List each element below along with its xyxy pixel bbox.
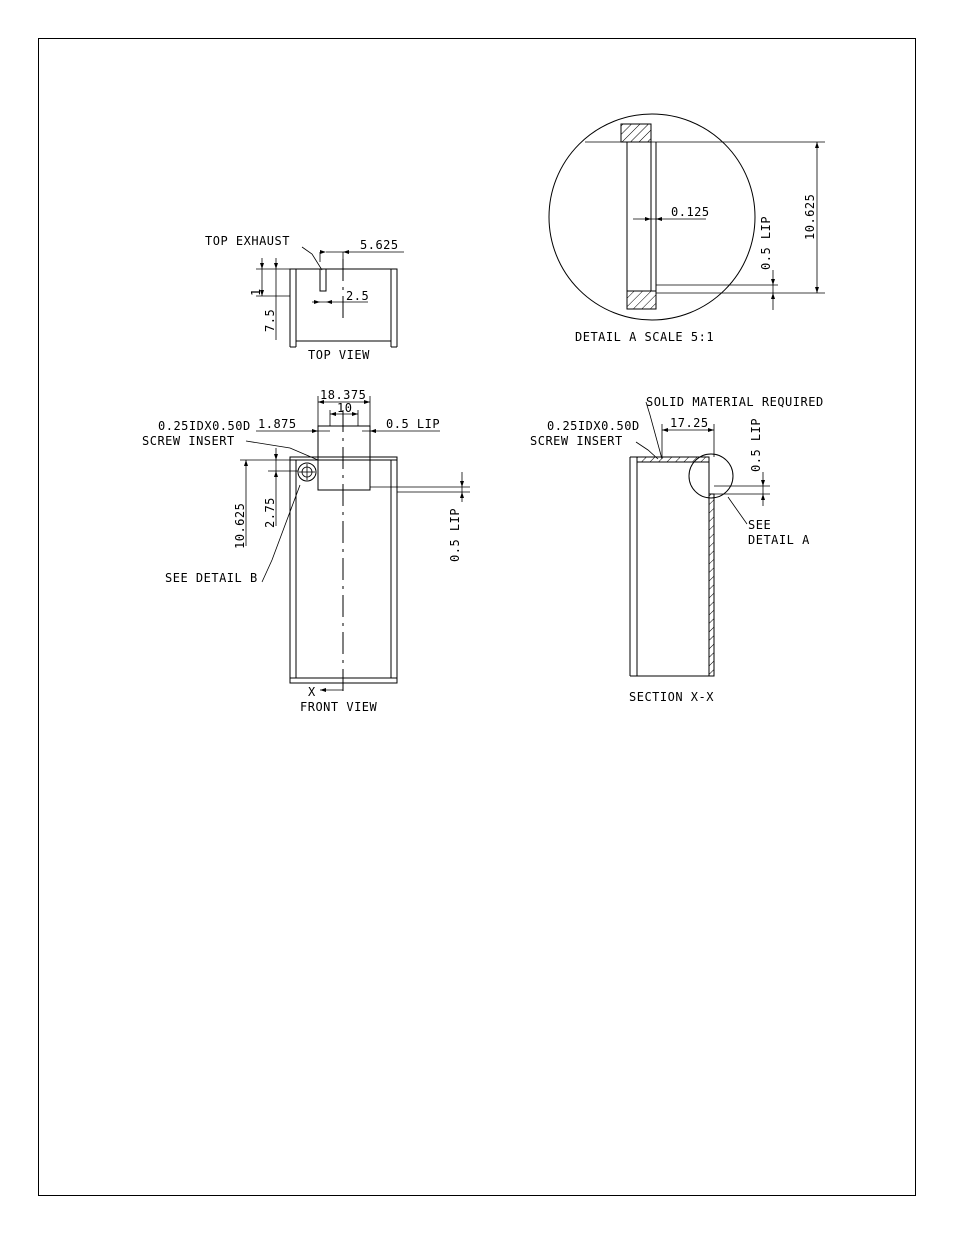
- dim-lip: 0.5 LIP: [759, 215, 773, 270]
- screw-insert-line2: SCREW INSERT: [142, 434, 235, 448]
- dim-75: 7.5: [263, 308, 277, 332]
- front-view-caption: FRONT VIEW: [300, 700, 378, 714]
- top-exhaust-label: TOP EXHAUST: [205, 234, 290, 248]
- detail-a-caption: DETAIL A SCALE 5:1: [575, 330, 715, 344]
- dim-0125: 0.125: [671, 205, 710, 219]
- dim-lip-side: 0.5 LIP: [448, 507, 462, 562]
- top-view: [205, 234, 404, 362]
- dim-18375: 18.375: [320, 388, 367, 402]
- dim-1875: 1.875: [258, 417, 297, 431]
- dim-10: 10: [337, 401, 353, 415]
- dim-25: 2.5: [346, 289, 370, 303]
- dim-1: 1: [249, 288, 263, 296]
- detail-a-ref: DETAIL A: [748, 533, 810, 547]
- dim-275: 2.75: [263, 497, 277, 528]
- top-view-caption: TOP VIEW: [308, 348, 370, 362]
- sheet-border: [39, 39, 916, 1196]
- dim-10625: 10.625: [803, 193, 817, 240]
- section-xx-caption: SECTION X-X: [629, 690, 714, 704]
- see-label: SEE: [748, 518, 772, 532]
- section-marker: X: [308, 685, 316, 699]
- dim-5625: 5.625: [360, 238, 399, 252]
- dim-10625-front: 10.625: [233, 502, 247, 549]
- section-screw-line1: 0.25IDX0.50D: [547, 419, 640, 433]
- section-dim-lip: 0.5 LIP: [749, 417, 763, 472]
- detail-a: [549, 114, 825, 344]
- dim-1725: 17.25: [670, 416, 709, 430]
- section-xx: [530, 395, 824, 704]
- see-detail-b: SEE DETAIL B: [165, 571, 258, 585]
- dim-lip-top: 0.5 LIP: [386, 417, 441, 431]
- front-view: [142, 388, 470, 714]
- solid-material-label: SOLID MATERIAL REQUIRED: [646, 395, 824, 409]
- section-screw-line2: SCREW INSERT: [530, 434, 623, 448]
- screw-insert-line1: 0.25IDX0.50D: [158, 419, 251, 433]
